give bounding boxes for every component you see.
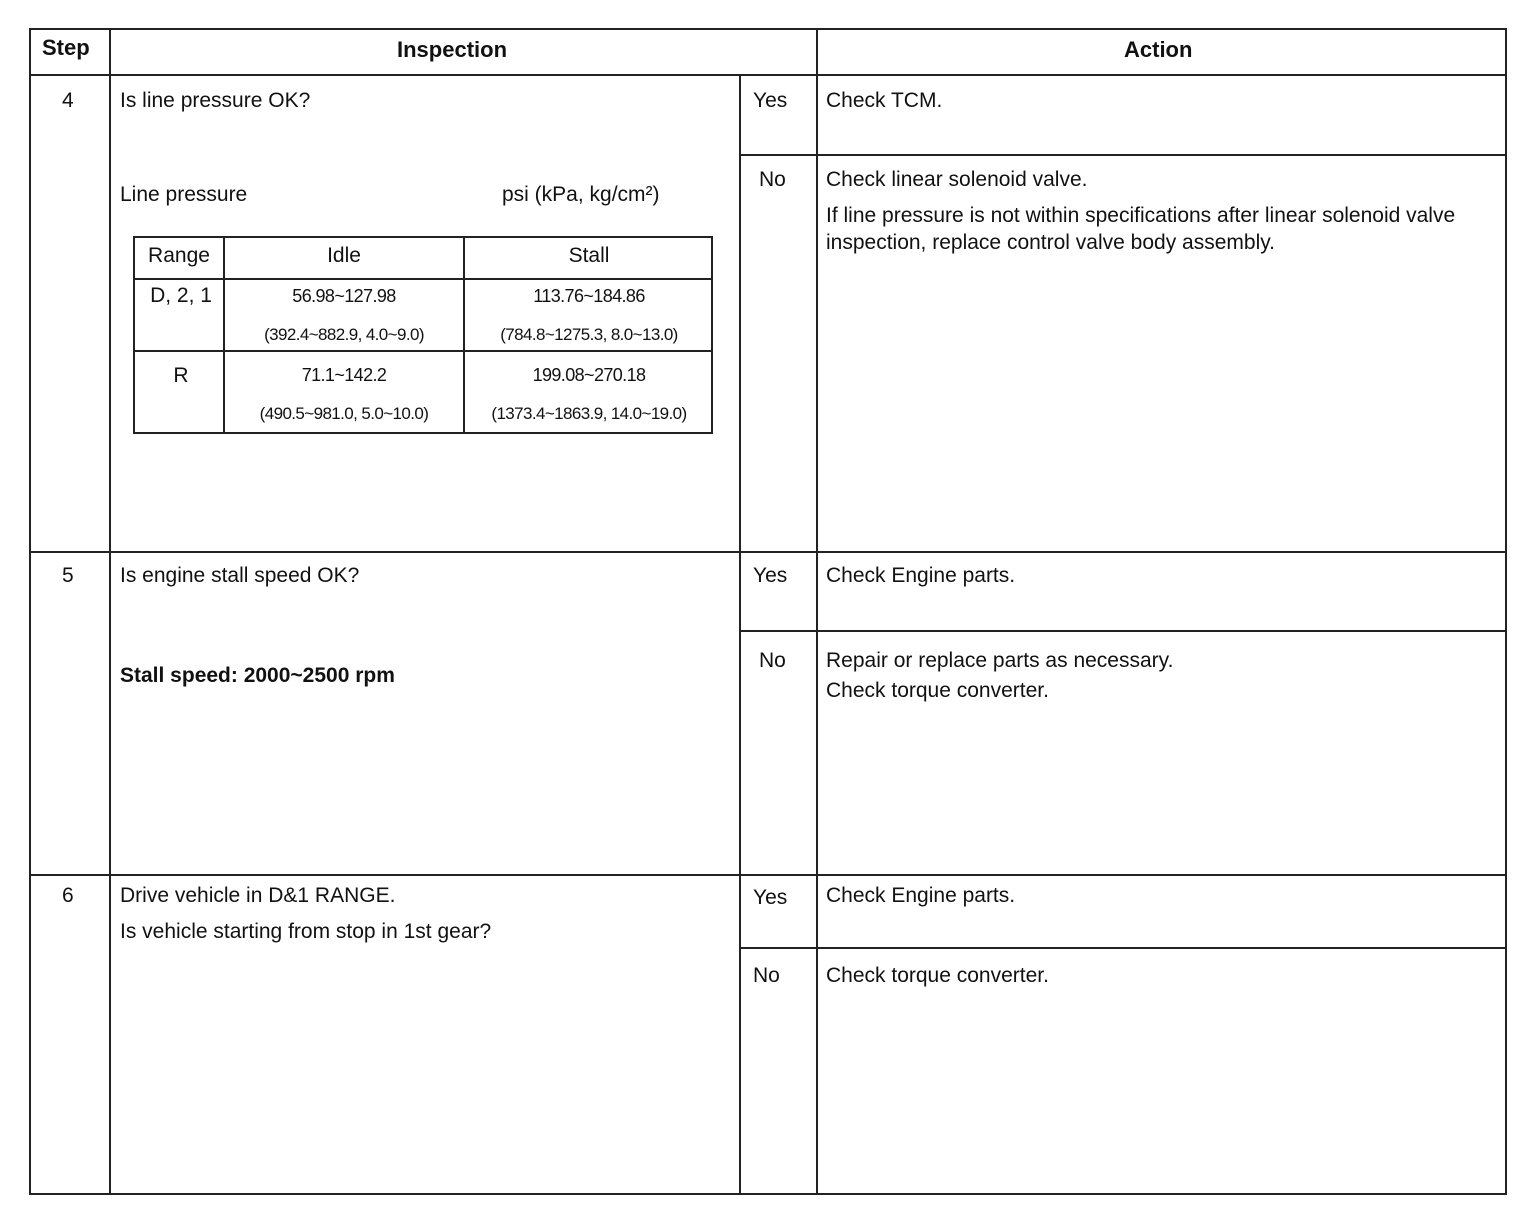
no-action: Check linear solenoid valve. (826, 168, 1088, 191)
step-number: 5 (62, 564, 74, 587)
idle-value-metric: (490.5~981.0, 5.0~10.0) (259, 404, 429, 423)
yes-label: Yes (753, 89, 788, 112)
idle-value: 56.98~127.98 (292, 286, 396, 306)
no-action: Repair or replace parts as necessary. (826, 649, 1174, 672)
stall-value: 199.08~270.18 (532, 365, 646, 385)
stall-value-metric: (784.8~1275.3, 8.0~13.0) (500, 325, 678, 344)
yes-no-divider-5 (739, 630, 1507, 632)
no-action: Check torque converter. (826, 964, 1049, 987)
yes-no-divider-6 (739, 947, 1507, 949)
stall-speed-spec: Stall speed: 2000~2500 rpm (120, 664, 395, 687)
header-row-divider (135, 278, 711, 280)
no-label: No (759, 168, 786, 191)
yes-action: Check Engine parts. (826, 564, 1016, 587)
stall-header: Stall (568, 244, 610, 267)
idle-header: Idle (327, 244, 361, 267)
yes-action: Check Engine parts. (826, 884, 1016, 907)
inspection-question: Is line pressure OK? (120, 89, 311, 112)
spec-unit: psi (kPa, kg/cm²) (502, 183, 660, 206)
no-label: No (753, 964, 780, 987)
col-divider-step (109, 28, 111, 1195)
header-step: Step (42, 35, 90, 60)
no-action-detail: If line pressure is not within specifications after linear solenoid valve inspection, replace control valve body assembly. (826, 204, 1456, 254)
stall-value-metric: (1373.4~1863.9, 14.0~19.0) (491, 404, 687, 423)
header-inspection: Inspection (397, 37, 508, 62)
inspection-question: Drive vehicle in D&1 RANGE. (120, 884, 396, 907)
row-divider-4-5 (29, 551, 1507, 553)
row-divider (135, 350, 711, 352)
no-label: No (759, 649, 786, 672)
yes-no-divider-4 (739, 154, 1507, 156)
header-divider (29, 74, 1507, 76)
inspection-question: Is engine stall speed OK? (120, 564, 360, 587)
stall-value: 113.76~184.86 (533, 286, 645, 306)
yes-label: Yes (753, 886, 788, 909)
range-cell: R (173, 364, 189, 387)
idle-value-metric: (392.4~882.9, 4.0~9.0) (264, 325, 424, 344)
step-number: 6 (62, 884, 74, 907)
range-header: Range (148, 244, 210, 267)
range-cell: D, 2, 1 (150, 284, 212, 307)
row-divider-5-6 (29, 874, 1507, 876)
col-divider-yesno (739, 76, 741, 1195)
line-pressure-table (133, 236, 713, 434)
no-action: Check torque converter. (826, 679, 1049, 702)
yes-action: Check TCM. (826, 89, 943, 112)
inspection-question: Is vehicle starting from stop in 1st gear? (120, 920, 492, 943)
header-action: Action (1124, 37, 1193, 62)
spec-label: Line pressure (120, 183, 248, 206)
step-number: 4 (62, 89, 74, 112)
col-divider-action (816, 28, 818, 1195)
yes-label: Yes (753, 564, 788, 587)
idle-value: 71.1~142.2 (301, 365, 387, 385)
